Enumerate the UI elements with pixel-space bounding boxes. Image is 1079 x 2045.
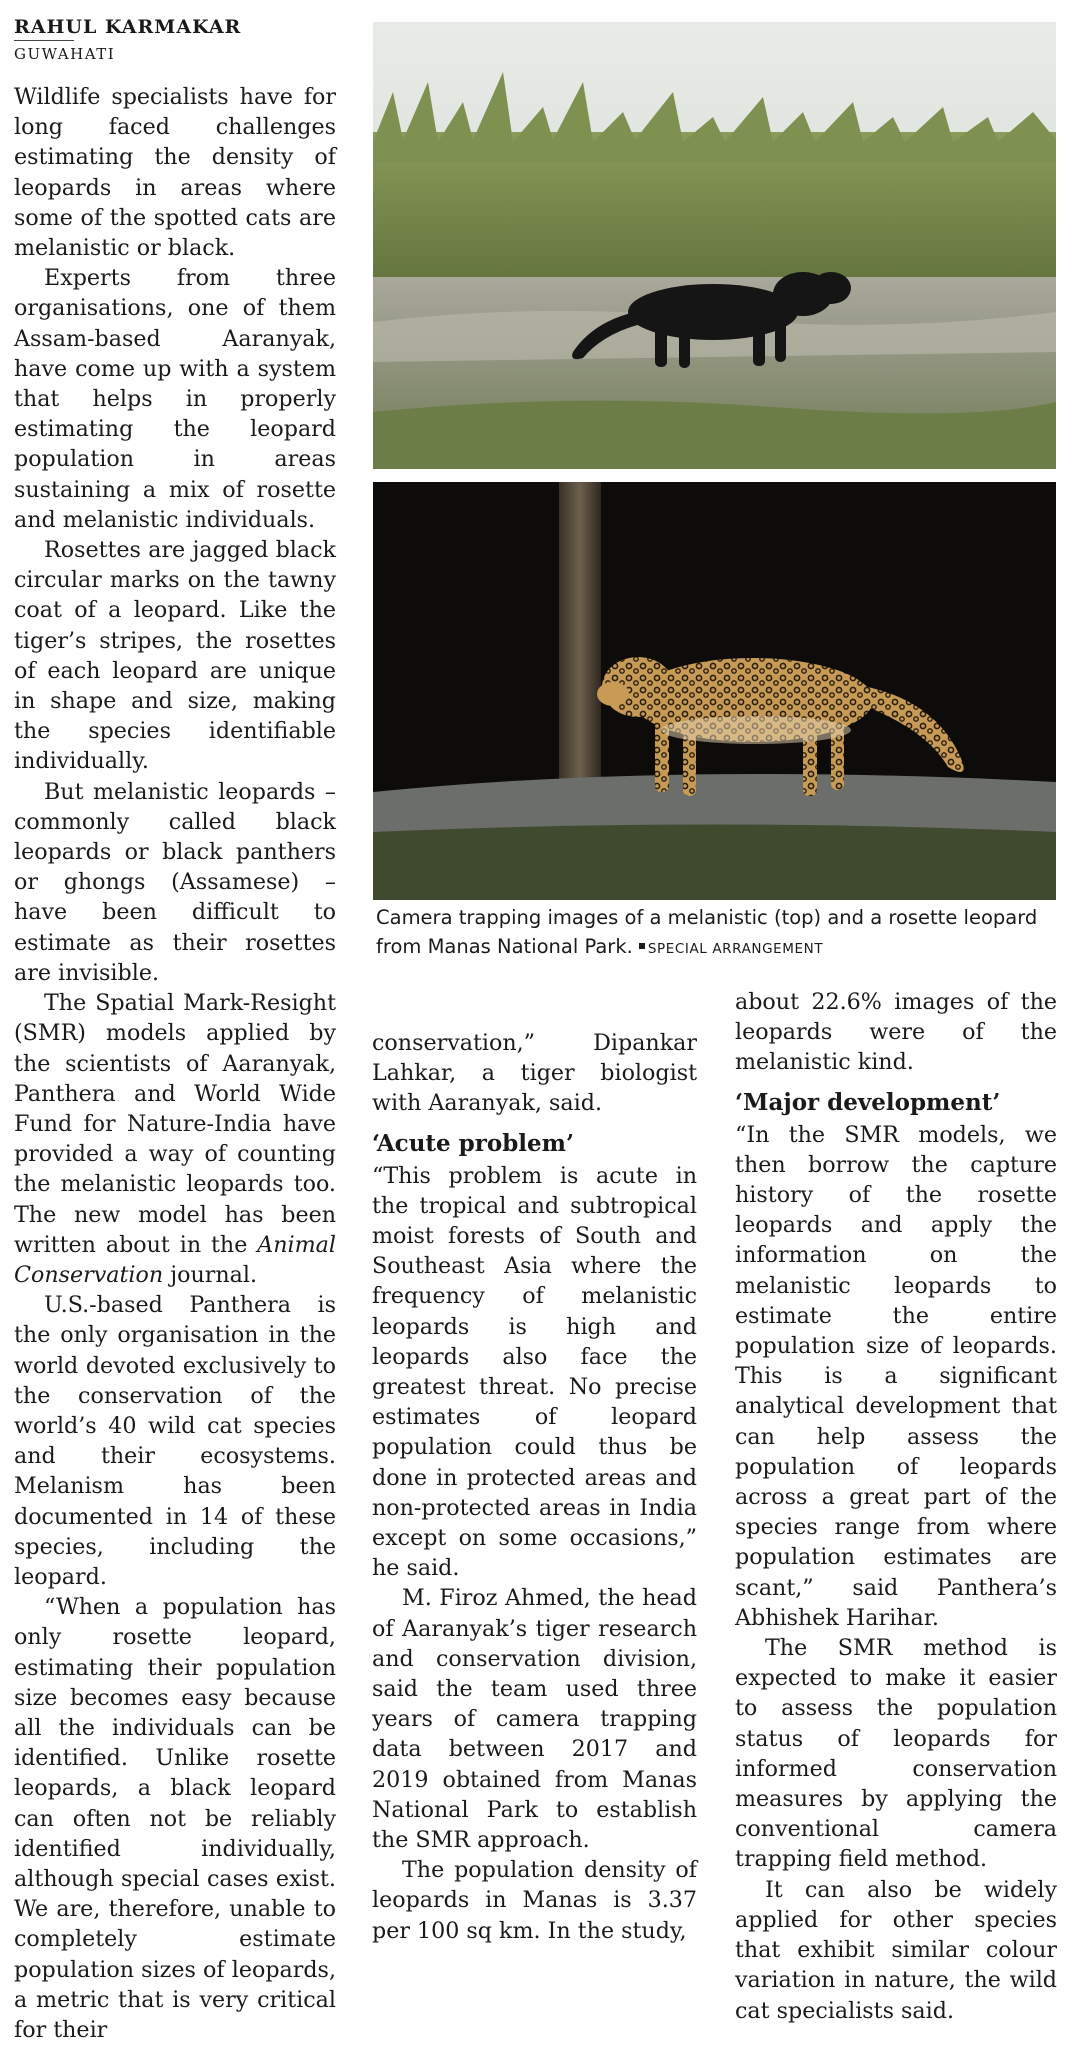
paragraph: “When a population has only rosette leopard, estimating their population size becomes easy because all the individuals can be identified. Unlike rosette leopards, a black leopard can often not be reliably identified individually, although special cases exist. We are, therefore, unable to completely estimate population sizes of leopards, a metric that is very critical for their [14, 1594, 336, 2043]
subheading: ‘Major development’ [735, 1088, 1001, 1116]
article-column-3 [735, 987, 1057, 2026]
paragraph: But melanistic leopards – commonly called black leopards or black panthers or ghongs (Assamese) – have been difficult to estimate as their rosettes are invisible. [14, 778, 336, 986]
melanistic-leopard-image [373, 22, 1056, 469]
paragraph: “In the SMR models, we then borrow the capture history of the rosette leopards and apply the information on the melanistic leopards to estimate the entire population size of leopards. This is a significant analytical development that can help assess the population of leopards across a great part of the species range from where population estimates are scant,” said Panthera’s Abhishek Harihar. [735, 1121, 1057, 1631]
paragraph: Rosettes are jagged black circular marks on the tawny coat of a leopard. Like the tiger’s stripes, the rosettes of each leopard are unique in shape and size, making the species identifiable individually. [14, 537, 336, 775]
dateline-place: GUWAHATI [14, 45, 116, 63]
paragraph: M. Firoz Ahmed, the head of Aaranyak’s tiger research and conservation division, said the team used three years of camera trapping data between 2017 and 2019 obtained from Manas National Park to establish the SMR approach. [372, 1585, 697, 1854]
paragraph: about 22.6% images of the leopards were of the melanistic kind. [735, 989, 1057, 1076]
paragraph: The SMR method is expected to make it easier to assess the population status of leopards for informed conservation measures by applying the conventional camera trapping field method. [735, 1635, 1057, 1873]
paragraph: conservation,” Dipankar Lahkar, a tiger biologist with Aaranyak, said. [372, 1030, 697, 1117]
paragraph: U.S.-based Panthera is the only organisation in the world devoted exclusively to the conservation of the world’s 40 wild cat species and their ecosystems. Melanism has been documented in 14 of these species, including the leopard. [14, 1292, 336, 1590]
author-name: RAHUL KARMAKAR [14, 16, 242, 38]
paragraph: The population density of leopards in Manas is 3.37 per 100 sq km. In the study, [372, 1857, 697, 1944]
article-column-1 [14, 82, 336, 2045]
rosette-leopard-photo [373, 482, 1056, 900]
article-column-2 [372, 1028, 697, 1946]
photo-credit: SPECIAL ARRANGEMENT [647, 941, 824, 957]
journal-name: Animal Conservation [14, 1231, 336, 1288]
paragraph-text: journal. [163, 1261, 258, 1288]
paragraph: Wildlife specialists have for long faced challenges estimating the density of leopards in areas where some of the spotted cats are melanistic or black. [14, 84, 336, 262]
credit-marker-icon [639, 943, 645, 949]
byline [14, 16, 241, 63]
rosette-leopard-image [373, 482, 1056, 900]
photo-caption [376, 903, 1066, 964]
paragraph-text: The Spatial Mark-Resight (SMR) models applied by the scientists of Aaranyak, Panthera and World Wide Fund for Nature-India have provided a way of counting the melanistic leopards too. The new model has been written about in the [14, 990, 336, 1258]
caption-text: Camera trapping images of a melanistic (top) and a rosette leopard from Manas National Park. [376, 906, 1038, 958]
paragraph: Experts from three organisations, one of them Assam-based Aaranyak, have come up with a system that helps in properly estimating the leopard population in areas sustaining a mix of rosette and melanistic individuals. [14, 265, 336, 533]
melanistic-leopard-photo [373, 22, 1056, 469]
byline-rule [14, 40, 74, 41]
paragraph [14, 988, 336, 1290]
subheading: ‘Acute problem’ [372, 1129, 575, 1157]
paragraph: It can also be widely applied for other species that exhibit similar colour variation in nature, the wild cat specialists said. [735, 1876, 1057, 2024]
paragraph: “This problem is acute in the tropical and subtropical moist forests of South and Southeast Asia where the frequency of melanistic leopards is high and leopards also face the greatest threat. No precise estimates of leopard population could thus be done in protected areas and non-protected areas in India except on some occasions,” he said. [372, 1162, 697, 1582]
